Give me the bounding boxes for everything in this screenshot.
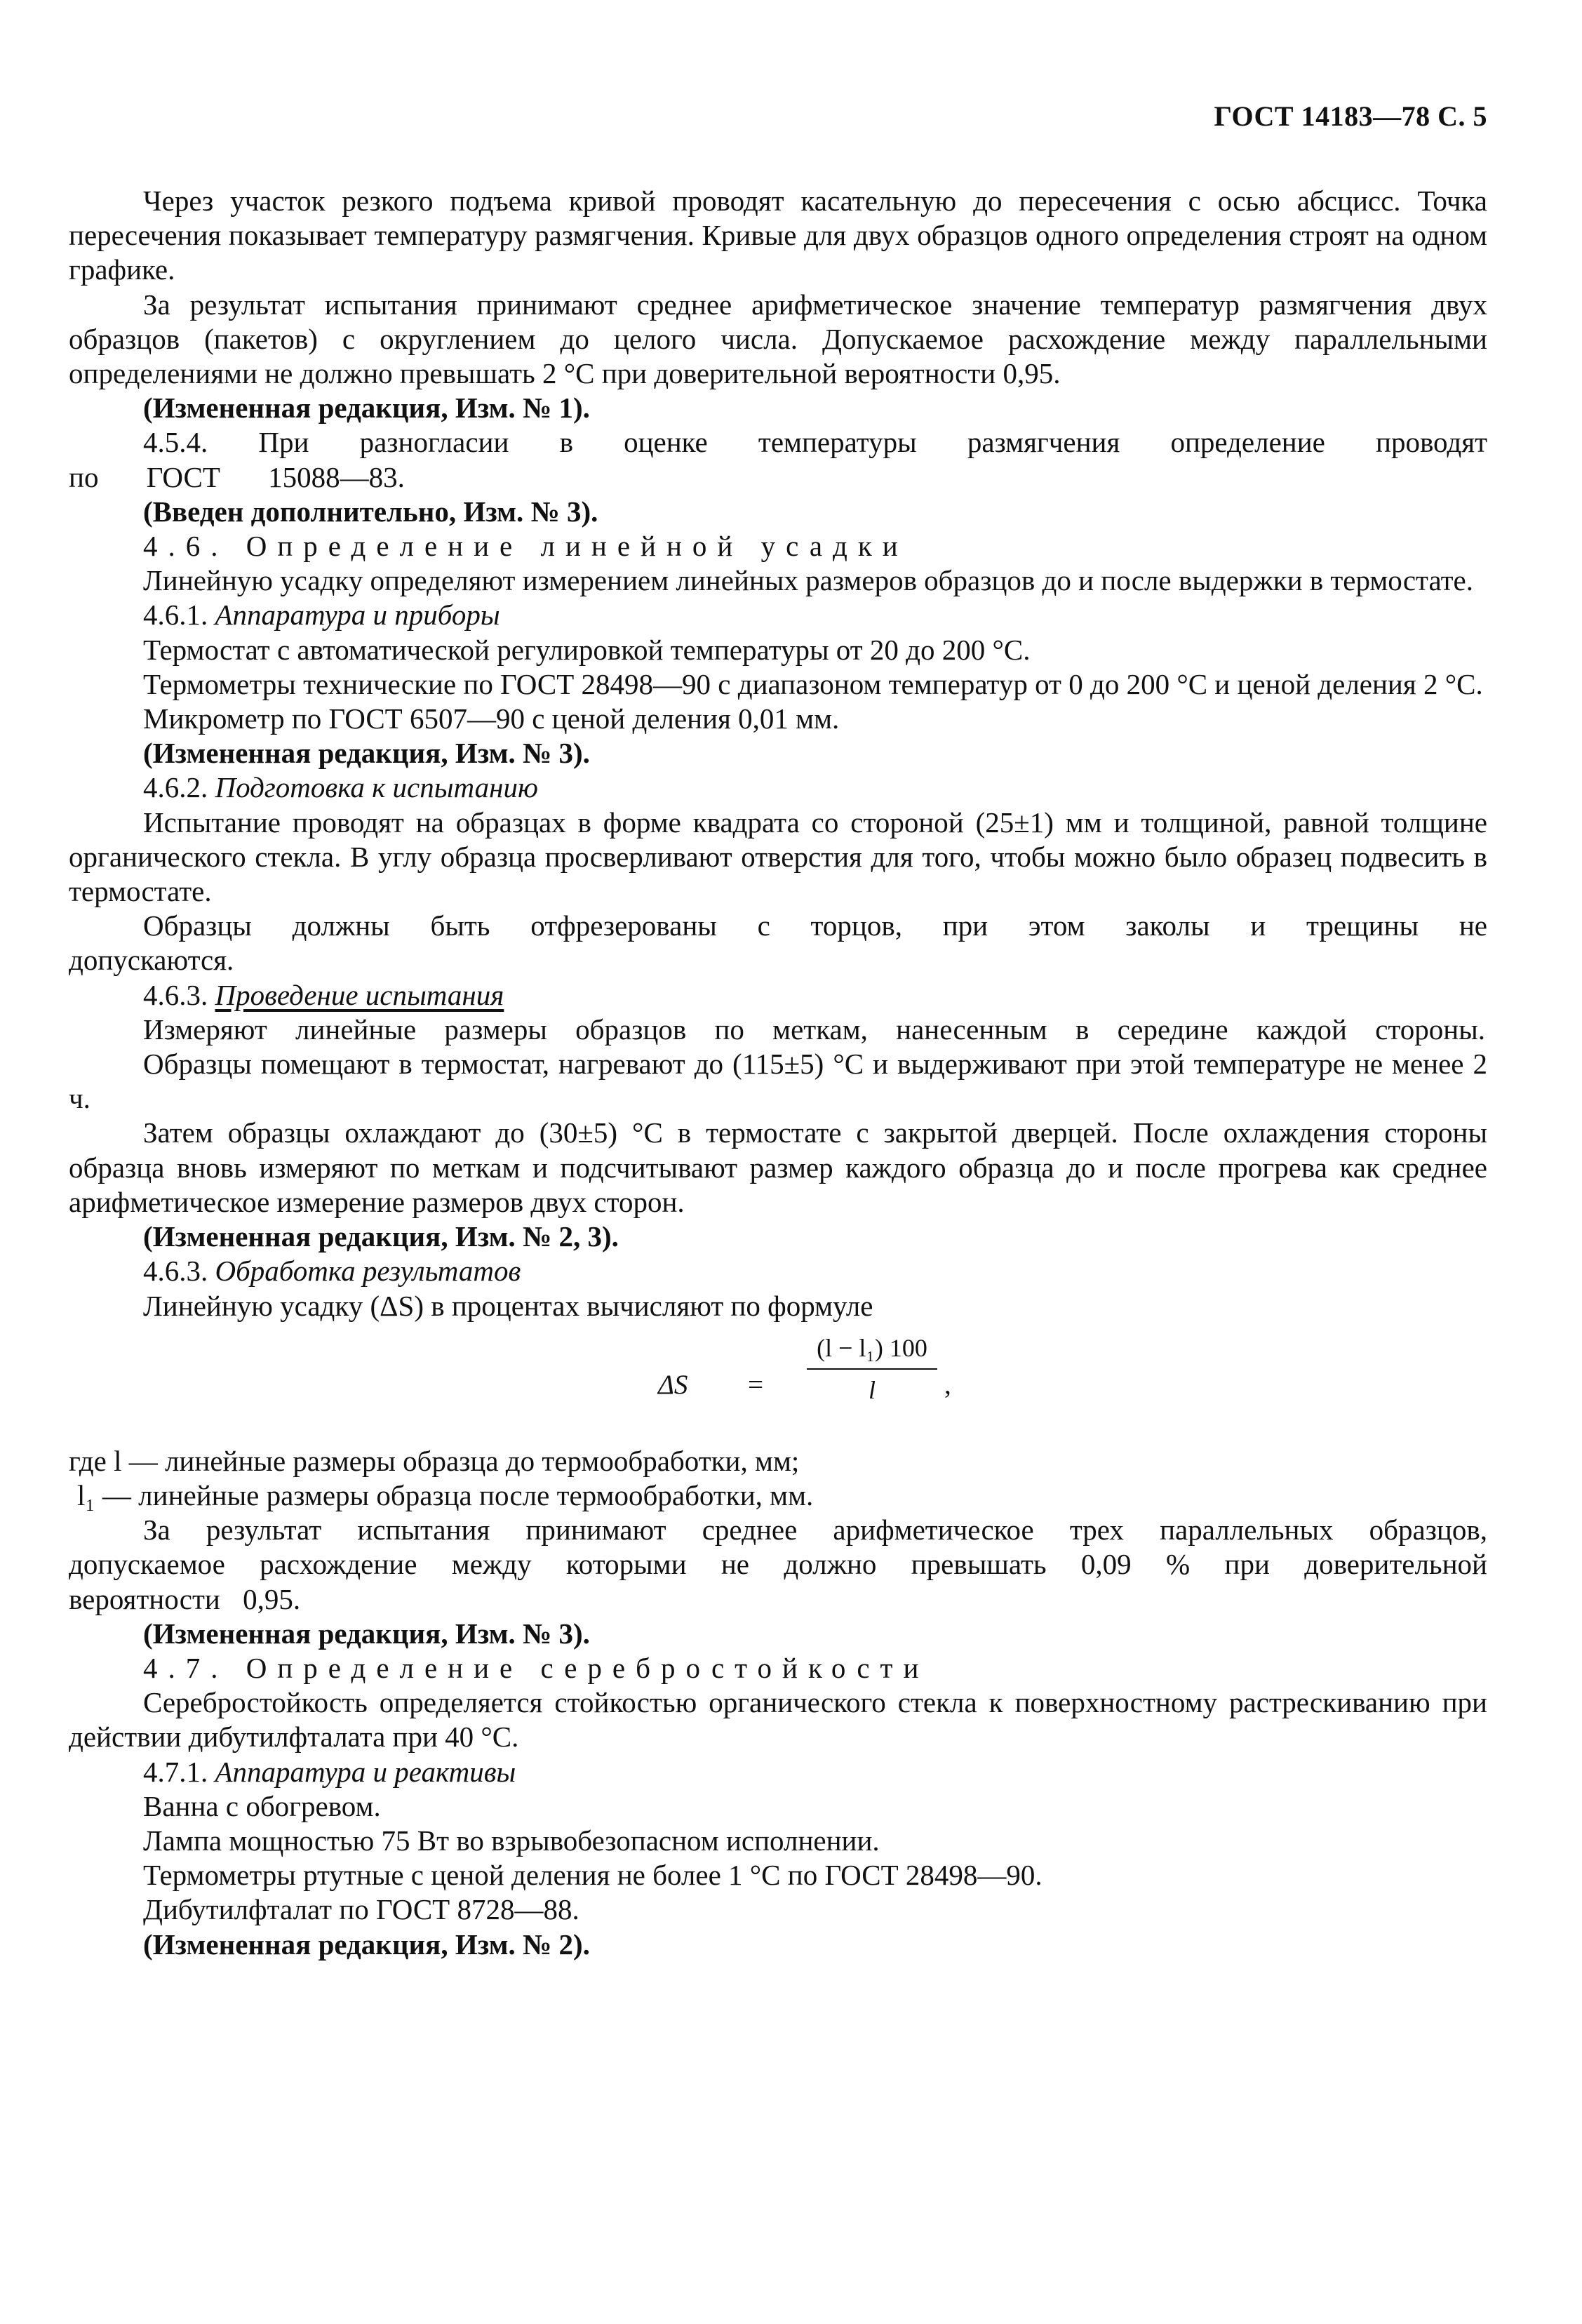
subsection-number: 4.6.3. [143, 1255, 215, 1288]
fraction-bar [807, 1368, 937, 1370]
formula-numerator: (l − l₁) 100 [817, 1333, 927, 1362]
document-body [69, 184, 1487, 1962]
section-heading: 4.7. Определение серебростойкости [143, 1651, 930, 1684]
formula [69, 1329, 1487, 1438]
amendment-note: (Измененная редакция, Изм. № 3). [143, 737, 590, 770]
paragraph: Термометры технические по ГОСТ 28498—90 с диапазоном температур от 0 до 200 °С и ценой деления 2 °С. [143, 667, 1483, 700]
subsection-heading [69, 770, 1487, 805]
paragraph: Испытание проводят на образцах в форме квадрата со стороной (25±1) мм и толщиной, равной толщине органического стекла. В углу образца просверливают отверстия для того, чтобы можно было образец подвесить в термостате. [69, 806, 1487, 908]
paragraph: За результат испытания принимают среднее арифметическое трех параллельных образцов, допускаемое расхождение между которыми не должно превышать 0,09 % при доверительной вероятности 0,95. [69, 1514, 1487, 1615]
subsection-heading [69, 978, 1487, 1013]
subsection-number: 4.7.1. [143, 1755, 215, 1788]
subsection-title: Проведение испытания [215, 978, 504, 1011]
section-heading: 4.6. Определение линейной усадки [143, 530, 909, 563]
paragraph: Серебростойкость определяется стойкостью органического стекла к поверхностному растрескиванию при действии дибутилфталата при 40 °С. [69, 1686, 1487, 1754]
subsection-number: 4.6.2. [143, 771, 215, 804]
formula-legend: l₁ — линейные размеры образца после термообработки, мм. [77, 1478, 814, 1511]
paragraph: 4.5.4. При разногласии в оценке температуры размягчения определение проводят по ГОСТ 15088—83. [69, 426, 1487, 493]
paragraph: Через участок резкого подъема кривой проводят касательную до пересечения с осью абсцисс. Точка пересечения показывает температуру размягчения. Кривые для двух образцов одного определения строят на одном графике. [69, 185, 1487, 286]
subsection-heading [69, 598, 1487, 632]
formula-lhs: ΔS [658, 1369, 688, 1400]
subsection-heading [69, 1254, 1487, 1288]
formula-equals: = [748, 1369, 763, 1400]
formula-denominator: l [868, 1375, 876, 1404]
paragraph: Микрометр по ГОСТ 6507—90 с ценой деления 0,01 мм. [143, 702, 840, 735]
paragraph: Термостат с автоматической регулировкой температуры от 20 до 200 °С. [143, 633, 1031, 666]
paragraph: Лампа мощностью 75 Вт во взрывобезопасном исполнении. [143, 1824, 880, 1857]
paragraph: Линейную усадку (ΔS) в процентах вычисляют по формуле [143, 1289, 873, 1322]
subsection-heading [69, 1755, 1487, 1789]
amendment-note: (Введен дополнительно, Изм. № 3). [143, 495, 598, 528]
paragraph: Образцы помещают в термостат, нагревают до (115±5) °С и выдерживают при этой температуре не менее 2 ч. [69, 1048, 1487, 1115]
paragraph: Ванна с обогревом. [143, 1789, 381, 1822]
subsection-title: Аппаратура и приборы [215, 599, 500, 632]
paragraph: За результат испытания принимают среднее арифметическое значение температур размягчения двух образцов (пакетов) с округлением до целого числа. Допускаемое расхождение между параллельными определениями не должно превышать 2 °С при доверительной вероятности 0,95. [69, 288, 1487, 390]
paragraph: Измеряют линейные размеры образцов по меткам, нанесенным в середине каждой стороны. [143, 1013, 1486, 1046]
page-header: ГОСТ 14183—78 С. 5 [1214, 100, 1487, 132]
amendment-note: (Измененная редакция, Изм. № 3). [143, 1617, 590, 1650]
formula-comma: , [944, 1369, 951, 1400]
paragraph: Линейную усадку определяют измерением линейных размеров образцов до и после выдержки в термостате. [143, 564, 1473, 597]
subsection-title: Аппаратура и реактивы [215, 1755, 516, 1788]
formula-fraction [807, 1329, 937, 1408]
subsection-number: 4.6.1. [143, 599, 215, 632]
document-page [69, 0, 1487, 2324]
paragraph: Дибутилфталат по ГОСТ 8728—88. [143, 1893, 579, 1926]
amendment-note: (Измененная редакция, Изм. № 1). [143, 392, 590, 425]
subsection-title: Обработка результатов [215, 1255, 521, 1288]
paragraph: Термометры ртутные с ценой деления не более 1 °С по ГОСТ 28498—90. [143, 1859, 1043, 1892]
subsection-number: 4.6.3. [143, 978, 215, 1011]
subsection-title: Подготовка к испытанию [215, 771, 538, 804]
formula-legend: где l — линейные размеры образца до термообработки, мм; [69, 1444, 800, 1477]
amendment-note: (Измененная редакция, Изм. № 2, 3). [143, 1220, 619, 1253]
paragraph: Образцы должны быть отфрезерованы с торцов, при этом заколы и трещины не допускаются. [69, 909, 1487, 977]
amendment-note: (Измененная редакция, Изм. № 2). [143, 1928, 590, 1961]
paragraph: Затем образцы охлаждают до (30±5) °С в термостате с закрытой дверцей. После охлаждения стороны образца вновь измеряют по меткам и подсчитывают размер каждого образца до и после прогрева как среднее арифметическое измерение размеров двух сторон. [69, 1116, 1487, 1218]
